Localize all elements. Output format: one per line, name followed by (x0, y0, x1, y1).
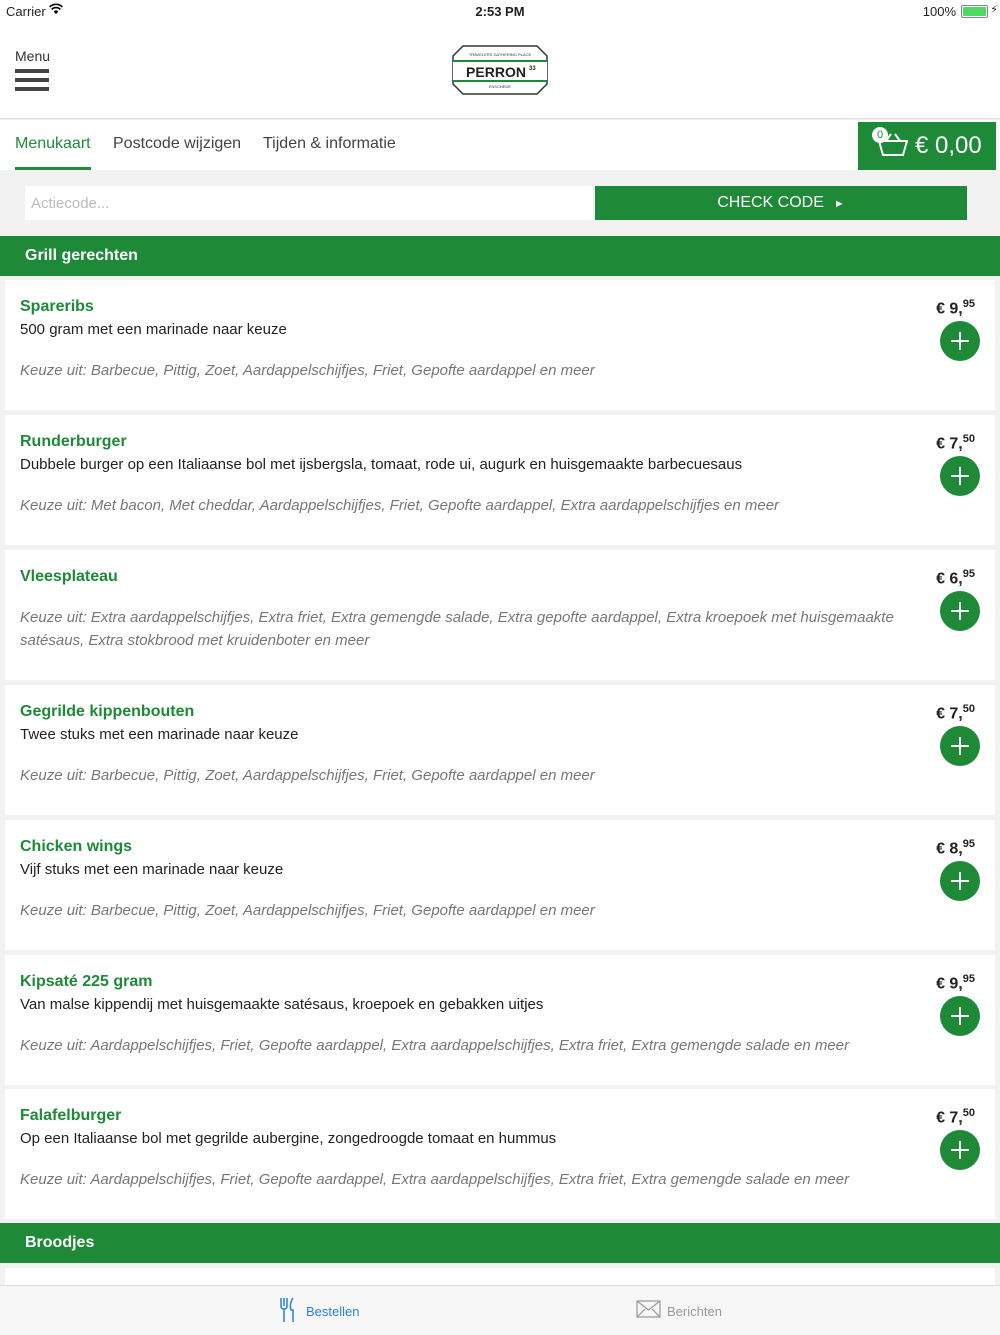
play-arrow-icon: ► (833, 198, 845, 210)
cart-button[interactable] (858, 122, 996, 170)
item-choices: Keuze uit: Met bacon, Met cheddar, Aardappelschijfjes, Friet, Gepofte aardappel, Extra aardappelschijfjes en meer (20, 497, 780, 514)
item-name: Spareribs (20, 298, 94, 315)
add-item-button[interactable] (940, 726, 980, 766)
price-main: € 9, (936, 300, 963, 318)
price-cents: 95 (962, 298, 975, 310)
price-main: € 9, (936, 975, 963, 993)
item-choices: Keuze uit: Aardappelschijfjes, Friet, Gepofte aardappel, Extra aardappelschijfjes, Extra friet, Extra gemengde salade en meer (20, 1037, 850, 1054)
add-item-button[interactable] (940, 321, 980, 361)
item-description: Twee stuks met een marinade naar keuze (20, 726, 299, 743)
item-choices: Keuze uit: Barbecue, Pittig, Zoet, Aardappelschijfjes, Friet, Gepofte aardappel en meer (20, 362, 595, 379)
check-code-button[interactable] (595, 186, 967, 220)
item-name: Chicken wings (20, 838, 133, 855)
battery-percentage: 100% (922, 4, 956, 19)
tab-bar (0, 120, 1000, 170)
clock: 2:53 PM (475, 4, 525, 19)
menu-item[interactable] (5, 820, 995, 950)
tab-menukaart[interactable]: Menukaart (15, 120, 91, 170)
item-description: Op een Italiaanse bol met gegrilde aubergine, zongedroogde tomaat en hummus (20, 1130, 557, 1147)
bottom-tab-label: Berichten (667, 1304, 722, 1319)
price-main: € 7, (936, 1109, 963, 1127)
price-cents: 50 (962, 703, 975, 715)
menu-item[interactable] (5, 550, 995, 680)
item-name: Runderburger (20, 433, 127, 450)
carrier-label: Carrier (6, 4, 46, 19)
status-bar (0, 0, 1000, 22)
menu-item[interactable] (5, 685, 995, 815)
svg-text:33: 33 (529, 66, 536, 72)
item-description: Dubbele burger op een Italiaanse bol met ijsbergsla, tomaat, rode ui, augurk en huisgemaakte barbecuesaus (20, 456, 743, 473)
item-name: Falafelburger (20, 1107, 122, 1124)
cart-count-badge: 0 (872, 127, 888, 143)
section-header-broodjes: Broodjes (0, 1223, 1000, 1263)
price-cents: 95 (962, 568, 975, 580)
section-header-grill: Grill gerechten (0, 236, 1000, 276)
item-name: Gegrilde kippenbouten (20, 703, 195, 720)
add-item-button[interactable] (940, 1130, 980, 1170)
price-main: € 6, (936, 570, 963, 588)
item-name: Vleesplateau (20, 568, 118, 585)
price-cents: 95 (962, 973, 975, 985)
check-code-label: CHECK CODE (717, 194, 824, 211)
add-item-button[interactable] (940, 861, 980, 901)
item-description: Vijf stuks met een marinade naar keuze (20, 861, 284, 878)
charging-icon: ⚡ (990, 4, 998, 16)
price-cents: 50 (962, 1107, 975, 1119)
bottom-tab-bestellen[interactable] (278, 1286, 368, 1335)
item-choices: Keuze uit: Barbecue, Pittig, Zoet, Aardappelschijfjes, Friet, Gepofte aardappel en meer (20, 902, 595, 919)
add-item-button[interactable] (940, 456, 980, 496)
item-price (936, 703, 975, 723)
promo-code-row (25, 186, 967, 220)
bottom-tab-berichten[interactable] (636, 1286, 736, 1335)
price-cents: 50 (962, 433, 975, 445)
item-price (936, 433, 975, 453)
item-choices: Keuze uit: Barbecue, Pittig, Zoet, Aardappelschijfjes, Friet, Gepofte aardappel en meer (20, 767, 595, 784)
price-main: € 7, (936, 435, 963, 453)
envelope-icon (636, 1300, 661, 1321)
bottom-tab-bar (0, 1285, 1000, 1335)
hamburger-icon (15, 69, 49, 73)
cart-total: € 0,00 (915, 132, 982, 159)
item-price (936, 1107, 975, 1127)
item-price (936, 838, 975, 858)
item-choices: Keuze uit: Aardappelschijfjes, Friet, Gepofte aardappel, Extra aardappelschijfjes, Extra friet, Extra gemengde salade en meer (20, 1171, 850, 1188)
menu-item[interactable] (5, 955, 995, 1085)
svg-text:PERRON: PERRON (466, 64, 526, 80)
menu-button[interactable] (15, 48, 55, 98)
item-price (936, 973, 975, 993)
item-name: Kipsaté 225 gram (20, 973, 153, 990)
item-choices: Keuze uit: Extra aardappelschijfjes, Extra friet, Extra gemengde salade, Extra gepofte aardappel, Extra kroepoek met huisgemaakte satésaus, Extra stokbrood met kruidenboter en meer (20, 609, 894, 649)
menu-label: Menu (15, 48, 51, 64)
item-description: 500 gram met een marinade naar keuze (20, 321, 287, 338)
hamburger-icon-line (15, 87, 49, 91)
price-main: € 8, (936, 840, 963, 858)
svg-text:TRAVELERS GATHERING PLACE: TRAVELERS GATHERING PLACE (468, 52, 532, 57)
app-header (0, 22, 1000, 119)
menu-item[interactable] (5, 280, 995, 410)
menu-item[interactable] (5, 1089, 995, 1219)
add-item-button[interactable] (940, 996, 980, 1036)
menu-item[interactable] (5, 415, 995, 545)
item-price (936, 298, 975, 318)
hamburger-icon-line (15, 78, 49, 82)
perron-logo (443, 34, 557, 106)
bottom-tab-label: Bestellen (306, 1304, 360, 1319)
tab-postcode-wijzigen[interactable]: Postcode wijzigen (113, 135, 242, 152)
item-price (936, 568, 975, 588)
svg-text:ENSCHEDE: ENSCHEDE (488, 84, 512, 89)
add-item-button[interactable] (940, 591, 980, 631)
price-cents: 95 (962, 838, 975, 850)
promo-code-input[interactable] (25, 186, 593, 220)
fork-knife-icon (278, 1296, 298, 1327)
tab-tijden-informatie[interactable]: Tijden & informatie (263, 135, 396, 152)
price-main: € 7, (936, 705, 963, 723)
item-description: Van malse kippendij met huisgemaakte satésaus, kroepoek en gebakken uitjes (20, 996, 544, 1013)
battery-icon (961, 5, 988, 18)
